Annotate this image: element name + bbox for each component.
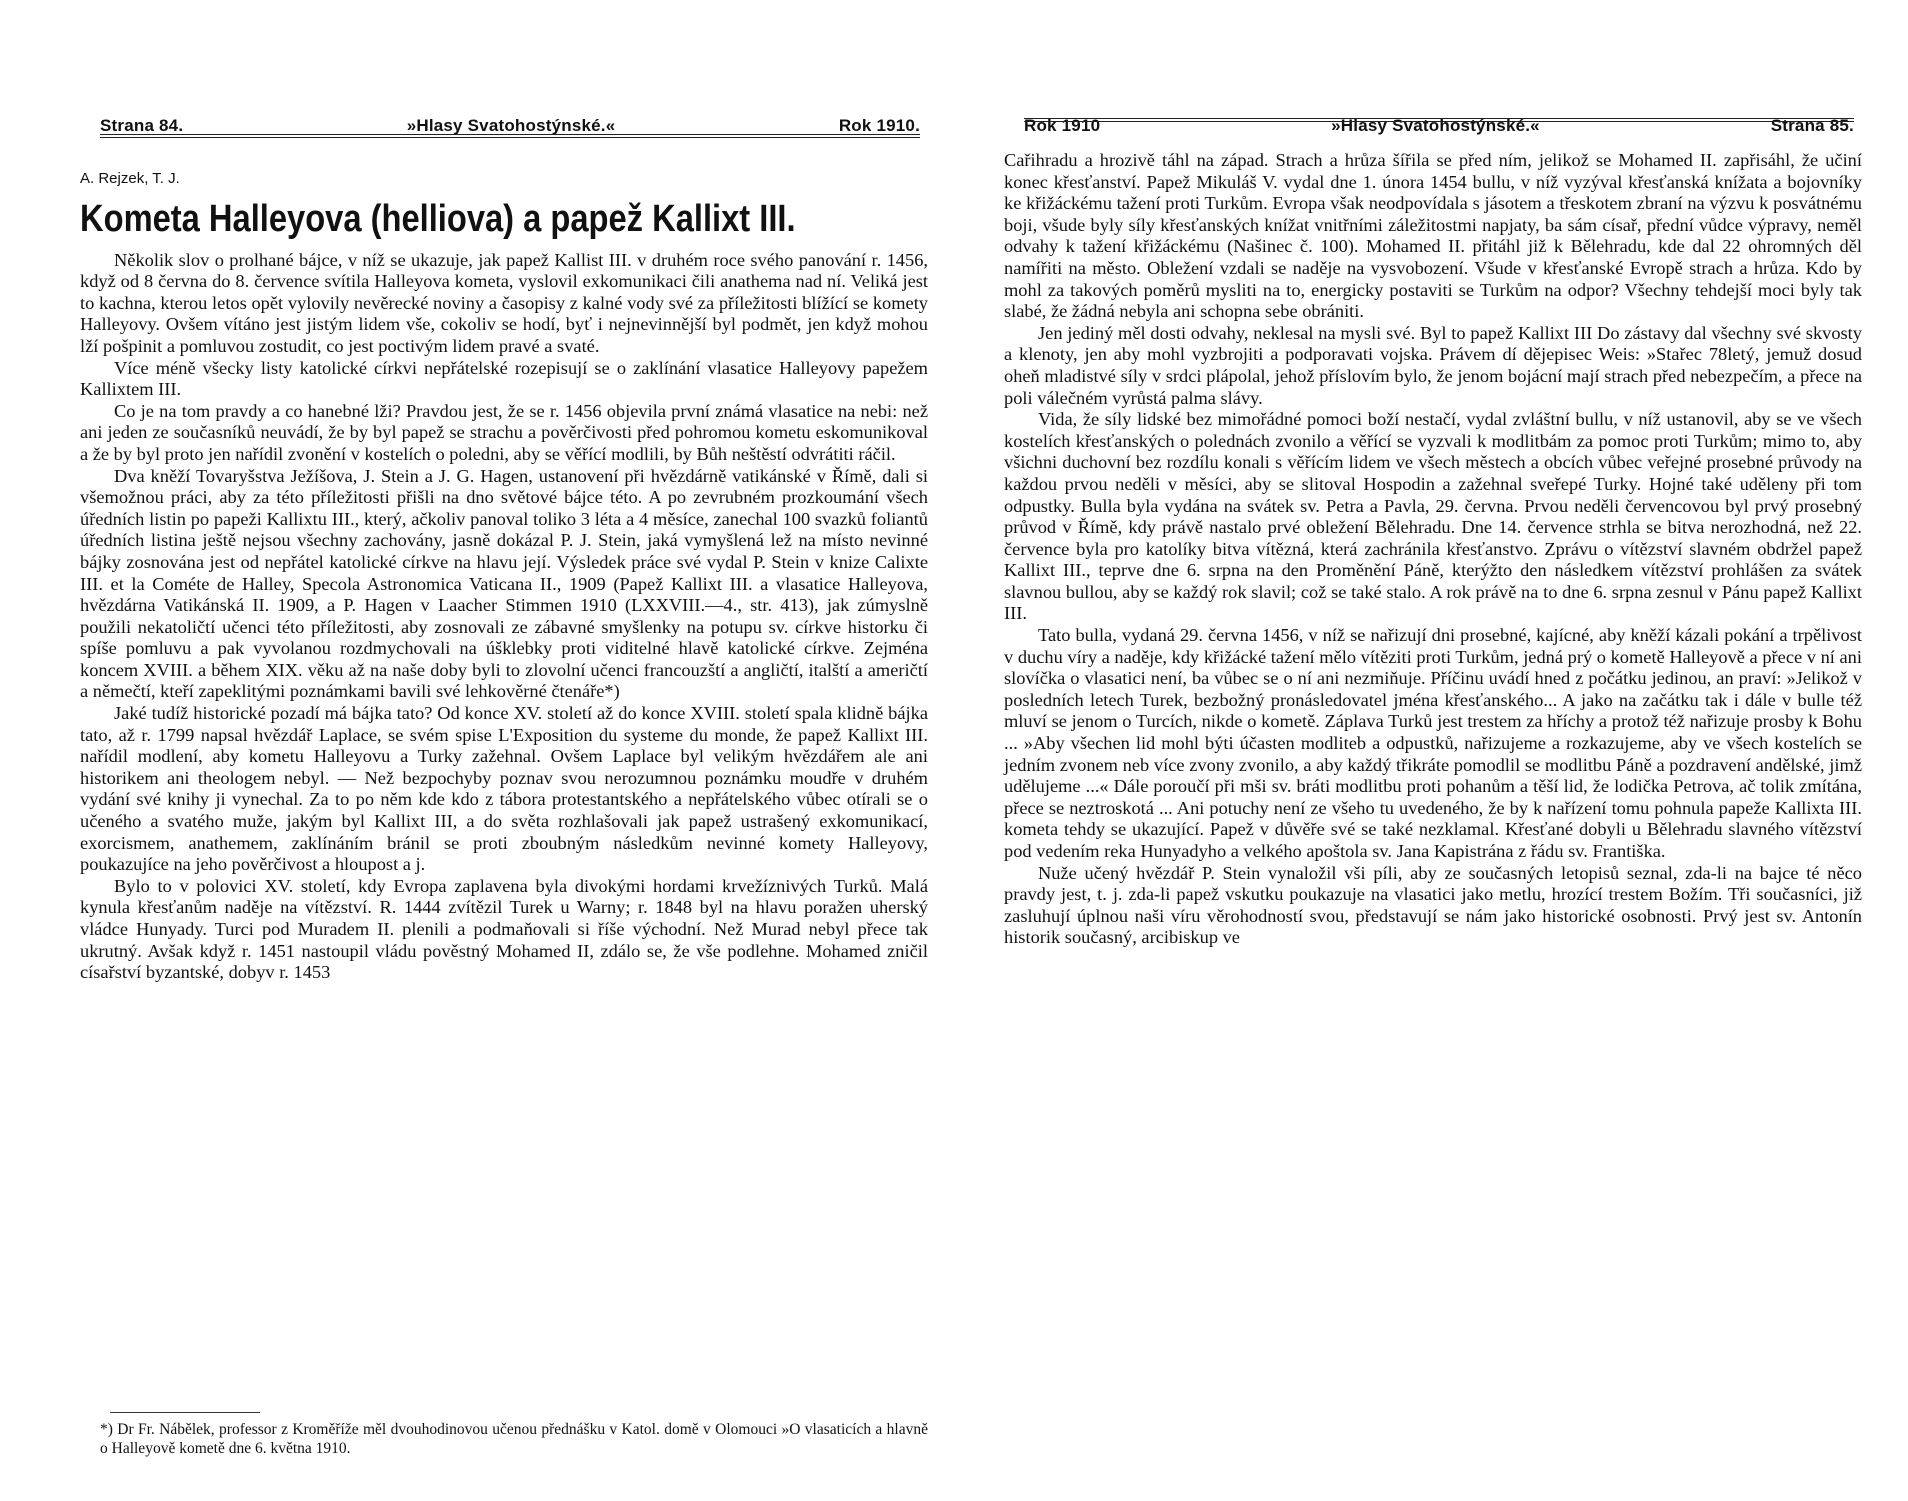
left-journal-title: »Hlasy Svatohostýnské.«: [406, 116, 616, 135]
footnote: *) Dr Fr. Nábělek, professor z Kroměříže měl dvouhodinovou učenou přednášku v Katol. domě v Olomouci »O vlasaticích a hlavně o Halleyově kometě dne 6. května 1910.: [100, 1421, 928, 1457]
paragraph: Několik slov o prolhané bájce, v níž se ukazuje, jak papež Kallist III. v druhém roce svého panování r. 1456, když od 8 června do 8. července svítila Halleyova kometa, vyslovil exkomunikaci čili anathema nad ní. Veliká jest to kachna, kterou letos opět vylovily nevěrecké noviny a časopisy z kalné vody své za příležitosti blížící se komety Halleyovy. Ovšem vítáno jest jistým lidem vše, cokoliv se hodí, byť i nejnevinnější byl podmět, jen když mohou lží pošpinit a pomluvou zostudit, co jest poctivým lidem pravé a svaté.: [80, 249, 928, 356]
paragraph: Vida, že síly lidské bez mimořádné pomoci boží nestačí, vydal zvláštní bullu, v níž ustanovil, aby se ve všech kostelích křesťanských o polednách zvonilo a věřící se vyzvali k modlitbám za pomoc proti Turkům; mimo to, aby všichni duchovní bez rozdílu konali s věřícím lidem ve všech městech a obcích vůbec veřejné prosebné průvody na každou prvou neděli v měsíci, aby se slitoval Hospodin a zažehnal sveřepé Turky. Hojné také uděleny při tom odpustky. Bulla byla vydána na svátek sv. Petra a Pavla, 29. června. Prvou neděli červencovou byl prvý prosebný průvod v Římě, kdy právě nastalo prvé obležení Bělehradu. Dne 14. července strhla se bitva nerozhodná, než 22. července byla pro katolíky bitva vítězná, která zachránila křesťanstvo. Zprávu o vítězství slavném obdržel papež Kallixt III., teprve dne 6. srpna na den Proměnění Páně, kterýžto den následkem vítězství prohlášen za svátek slavnou bullou, aby se každý rok slavil; což se také stalo. A rok právě na to dne 6. srpna zesnul v Pánu papež Kallixt III.: [1004, 409, 1862, 624]
right-journal-title: »Hlasy Svatohostýnské.«: [1331, 116, 1540, 135]
paragraph: Nuže učený hvězdář P. Stein vynaložil vši píli, aby ze současných letopisů seznal, zda-li na bajce té něco pravdy jest, t. j. zda-li papež vskutku poukazuje na vlasatici jako metlu, hrozící trestem Božím. Tři současníci, již zasluhují úplnou naši víru věrohodností svou, představují se nám jako historické osobnosti. Prvý jest sv. Antonín historik současný, arcibiskup ve: [1004, 862, 1862, 948]
paragraph: Cařihradu a hrozivě táhl na západ. Strach a hrůza šířila se před ním, jelikož se Mohamed II. zapřisáhl, že učiní konec křesťanství. Papež Mikuláš V. vydal dne 1. února 1454 bullu, v níž vyzýval křesťanská knížata a bojovníky ke křižáckému tažení proti Turkům. Evropa však neodpovídala s jásotem a třeskotem zbraní na výzvu k posvátnému boji, všude byly síly křesťanských knížat vnitřními záležitostmi napjaty, ba sám císař, přední vůdce výpravy, neměl odvahy k tažení křižáckému (Našinec č. 100). Mohamed II. přitáhl již k Bělehradu, kde dal 22 ohromných děl namířiti na město. Obležení vzdali se naděje na vysvobození. Všude v křesťanské Evropě strach a hrůza. Kdo by mohl za takových poměrů mysliti na to, energicky postaviti se Turkům na odpor? Všechny tehdejší moci byly tak slabé, že žádná nebyla ani schopna sebe obrániti.: [1004, 150, 1862, 322]
paragraph: Jaké tudíž historické pozadí má bájka tato? Od konce XV. století až do konce XVIII. století spala klidně bájka tato, až r. 1799 napsal hvězdář Laplace, se svém spise L'Exposition du systeme du monde, že papež Kallixt III. nařídil modlení, aby kometu Halleyovu a Turky zažehnal. Ovšem Laplace byl velikým hvězdářem ale ani historikem ani theologem nebyl. — Než bezpochyby poznav svou nerozumnou poznámku moudře v druhém vydání své knihy ji vynechal. Za to po něm kde kdo z tábora protestantského a nepřátelského vůbec otírali se o učeného a svatého muže, jakým byl Kallixt III, a do světa rozhlašovali jak papež ustrašený exkomunikací, exorcismem, anathemem, zaklínáním bránil se proti zboubným následkům nevinné komety Halleyovy, poukazujíce na jeho pověrčivost a hloupost a j.: [80, 703, 928, 875]
right-header-rule-double: [1024, 121, 1854, 122]
paragraph: Tato bulla, vydaná 29. června 1456, v níž se nařizují dni prosebné, kajícné, aby kněží kázali pokání a trpělivost v duchu víry a naděje, kdy křižácké tažení mělo vítěziti proti Turkům, jedná prý o kometě Halleyově a přece v ní ani slovíčka o vlasatici není, ba vůbec se o ní ani nezmiňuje. Příčinu uvádí hned z počátku jedinou, an praví: »Jelikož v posledních letech Turek, bezbožný pronásledovatel jména křesťanského... A jako na začátku tak i dále v bulle též mluví se jenom o Turcích, nikde o kometě. Záplava Turků jest trestem za hříchy a protož též nařizuje prosby k Bohu ... »Aby všechen lid mohl býti účasten modliteb a odpustků, nařizujeme a rozkazujeme, aby ve všech kostelích se jedním zvonem neb více zvony zvonilo, a aby každý třikráte pomodlil se modlitbu Páně a pozdravení andělské, jimž udělujeme ...« Dále poroučí při mši sv. bráti modlitbu proti pohanům a těší lid, že lodička Petrova, ač tolik zmítána, přece se neztroskotá ... Ani potuchy není ze všeho tu uvedeného, že by k nařízení tomu pohnula papeže Kallixta III. kometa tehdy se ukazující. Papež v důvěře své se také nezklamal. Křesťané dobyli u Bělehradu slavného vítězství pod vedením reka Hunyadyho a velkého apoštola sv. Jana Kapistrána z řádu sv. Františka.: [1004, 625, 1862, 861]
right-header-rule: [1024, 118, 1854, 119]
footnote-rule: [110, 1412, 260, 1413]
left-text-column: [80, 168, 928, 984]
left-year: Rok 1910.: [838, 116, 920, 135]
right-text-column: [1004, 150, 1862, 949]
left-running-head: [100, 100, 920, 136]
article-title: Kometa Halleyova (helliova) a papež Kallixt III.: [80, 197, 796, 240]
left-header-rule-double: [100, 137, 920, 138]
left-page-number: Strana 84.: [100, 116, 184, 135]
left-header-rule: [100, 134, 920, 135]
right-year: Rok 1910: [1024, 116, 1101, 135]
paragraph: Co je na tom pravdy a co hanebné lži? Pravdou jest, že se r. 1456 objevila první známá vlasatice na nebi: než ani jeden ze současníků neuvádí, že by byl papež se strachu a pověrčivosti před pohromou kometu eskomunikoval a že by byl proto jen nařídil zvonění v kostelích o poledni, aby se věřící modlili, by Bůh neštěstí odvrátiti ráčil.: [80, 400, 928, 464]
paragraph: Jen jediný měl dosti odvahy, neklesal na mysli své. Byl to papež Kallixt III Do zástavy dal všechny své skvosty a klenoty, jen aby mohl vyzbrojiti a podporavati vojska. Právem dí dějepisec Weis: »Stařec 78letý, jemuž dosud oheň mladistvé síly v srdci plápolal, jehož příslovím bylo, že jenom bojácní mají strach před nebezpečím, a přece na poli válečném vyrůstá palma slávy.: [1004, 322, 1862, 408]
article-author: A. Rejzek, T. J.: [80, 170, 180, 187]
paragraph: Více méně všecky listy katolické církvi nepřátelské rozepisují se o zaklínání vlasatice Halleyovy papežem Kallixtem III.: [80, 357, 928, 400]
paragraph: Bylo to v polovici XV. století, kdy Evropa zaplavena byla divokými hordami krvežíznivých Turků. Malá kynula křesťanům naděje na vítězství. R. 1444 zvítězil Turek u Warny; r. 1848 byl na hlavu poražen uherský vládce Hunyady. Turci pod Muradem II. plenili a podmaňovali si říše východní. Než Murad nebyl přece tak ukrutný. Avšak když r. 1451 nastoupil vládu pověstný Mohamed II, zdálo se, že vše podlehne. Mohamed zničil císařství byzantské, dobyv r. 1453: [80, 875, 928, 983]
right-page-number: Strana 85.: [1770, 116, 1854, 135]
paragraph: Dva kněží Tovaryšstva Ježíšova, J. Stein a J. G. Hagen, ustanovení při hvězdárně vatikánské v Římě, dali si všemožnou práci, aby za této příležitosti přišli na dno světové bájce této. A po zevrubném prozkoumání všech úředních listin po papeži Kallixtu III., který, ačkoliv panoval toliko 3 léta a 4 měsíce, zanechal 100 svazků foliantů úředních listina ještě nejsou všechny zachovány, jasně dokázal P. J. Stein, jaká vymyšlená lež na místo nevinné bájky zosnována jest od nepřátel katolické církve na hlavu její. Výsledek práce své vydal P. Stein v knize Calixte III. et la Cométe de Halley, Specola Astronomica Vaticana II., 1909 (Papež Kallixt III. a vlasatice Halleyova, hvězdárna Vatikánská II. 1909, a P. Hagen v Laacher Stimmen 1910 (LXXVIII.—4., str. 413), jak zúmyslně použili nekatoličtí učenci této příležitosti, aby zosnovali ze zábavné smyšlenky na potupu sv. církve historku či spíše pomluvu a pak vyvolanou rozdmychovali na úšklebky proti viditelné hlavě katolické církve. Zejména koncem XVIII. a během XIX. věku až na naše doby byli to zlovolní učenci francouzští a angličtí, italští a američtí a němečtí, kteří zapeklitými poznámkami bavili své lehkověrné čtenáře*): [80, 465, 928, 702]
